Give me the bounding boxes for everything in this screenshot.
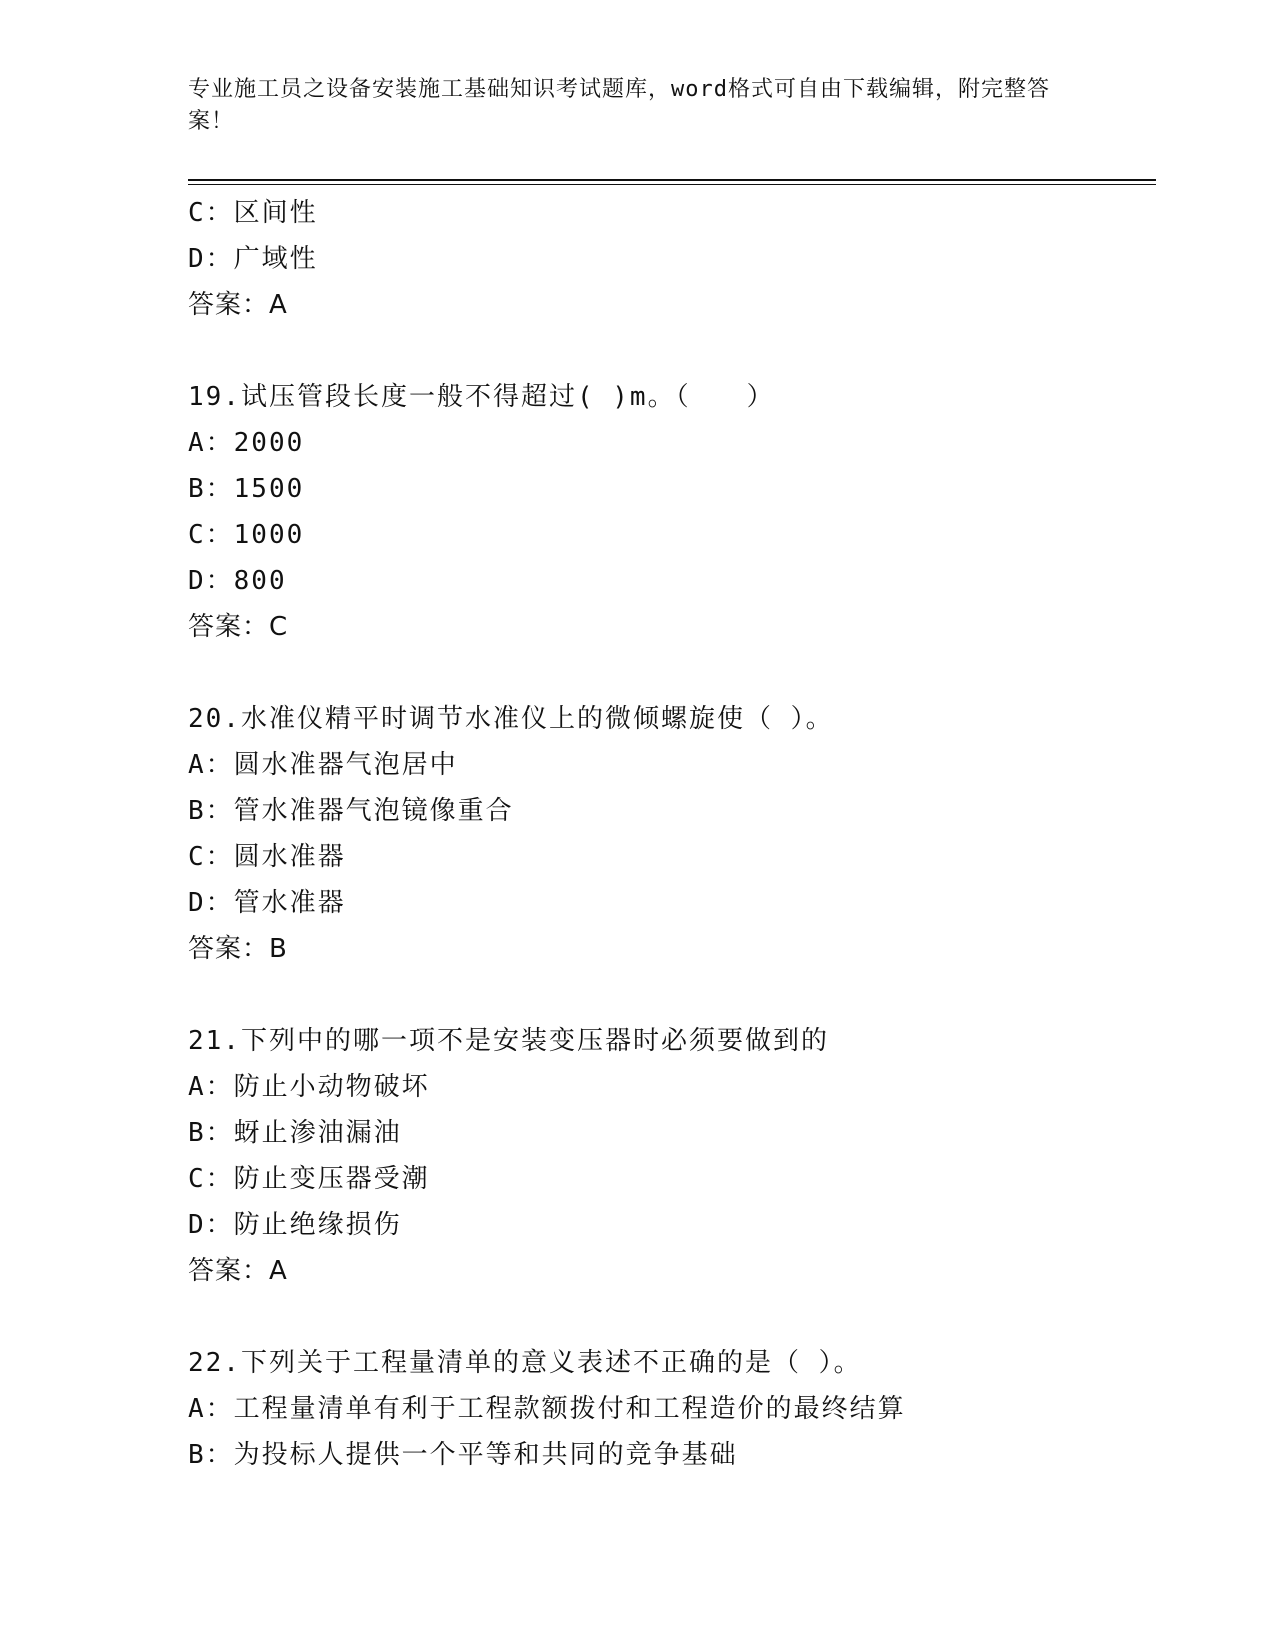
- option-d: D：800: [188, 566, 287, 596]
- option-d: D：管水准器: [188, 888, 346, 918]
- document-header: 专业施工员之设备安装施工基础知识考试题库，word格式可自由下载编辑，附完整答案！: [188, 77, 1050, 134]
- answer-line: 答案：A: [188, 290, 288, 320]
- option-b: B：1500: [188, 474, 305, 504]
- spacer: [188, 328, 1148, 374]
- option-a: A：圆水准器气泡居中: [188, 750, 458, 780]
- answer-line: 答案：B: [188, 934, 288, 964]
- spacer: [188, 1294, 1148, 1340]
- option-c: C：区间性: [188, 198, 318, 228]
- answer-line: 答案：C: [188, 612, 289, 642]
- option-c: C：1000: [188, 520, 305, 550]
- option-a: A：工程量清单有利于工程款额拨付和工程造价的最终结算: [188, 1394, 906, 1424]
- question-stem: 22.下列关于工程量清单的意义表述不正确的是（ ）。: [188, 1348, 862, 1378]
- option-a: A：2000: [188, 428, 305, 458]
- question-stem: 21.下列中的哪一项不是安装变压器时必须要做到的: [188, 1026, 829, 1056]
- spacer: [188, 972, 1148, 1018]
- option-b: B：蚜止渗油漏油: [188, 1118, 402, 1148]
- option-d: D：防止绝缘损伤: [188, 1210, 402, 1240]
- option-c: C：圆水准器: [188, 842, 346, 872]
- option-c: C：防止变压器受潮: [188, 1164, 430, 1194]
- option-d: D：广域性: [188, 244, 318, 274]
- question-list: [188, 190, 1148, 1478]
- option-b: B：管水准器气泡镜像重合: [188, 796, 514, 826]
- question-stem: 19.试压管段长度一般不得超过( )m。（ ）: [188, 382, 775, 412]
- question-stem: 20.水准仪精平时调节水准仪上的微倾螺旋使（ ）。: [188, 704, 834, 734]
- spacer: [188, 650, 1148, 696]
- option-b: B：为投标人提供一个平等和共同的竞争基础: [188, 1440, 738, 1470]
- header-rule-thick: [188, 179, 1156, 181]
- answer-line: 答案：A: [188, 1256, 288, 1286]
- option-a: A：防止小动物破坏: [188, 1072, 430, 1102]
- header-rule-thin: [188, 184, 1156, 185]
